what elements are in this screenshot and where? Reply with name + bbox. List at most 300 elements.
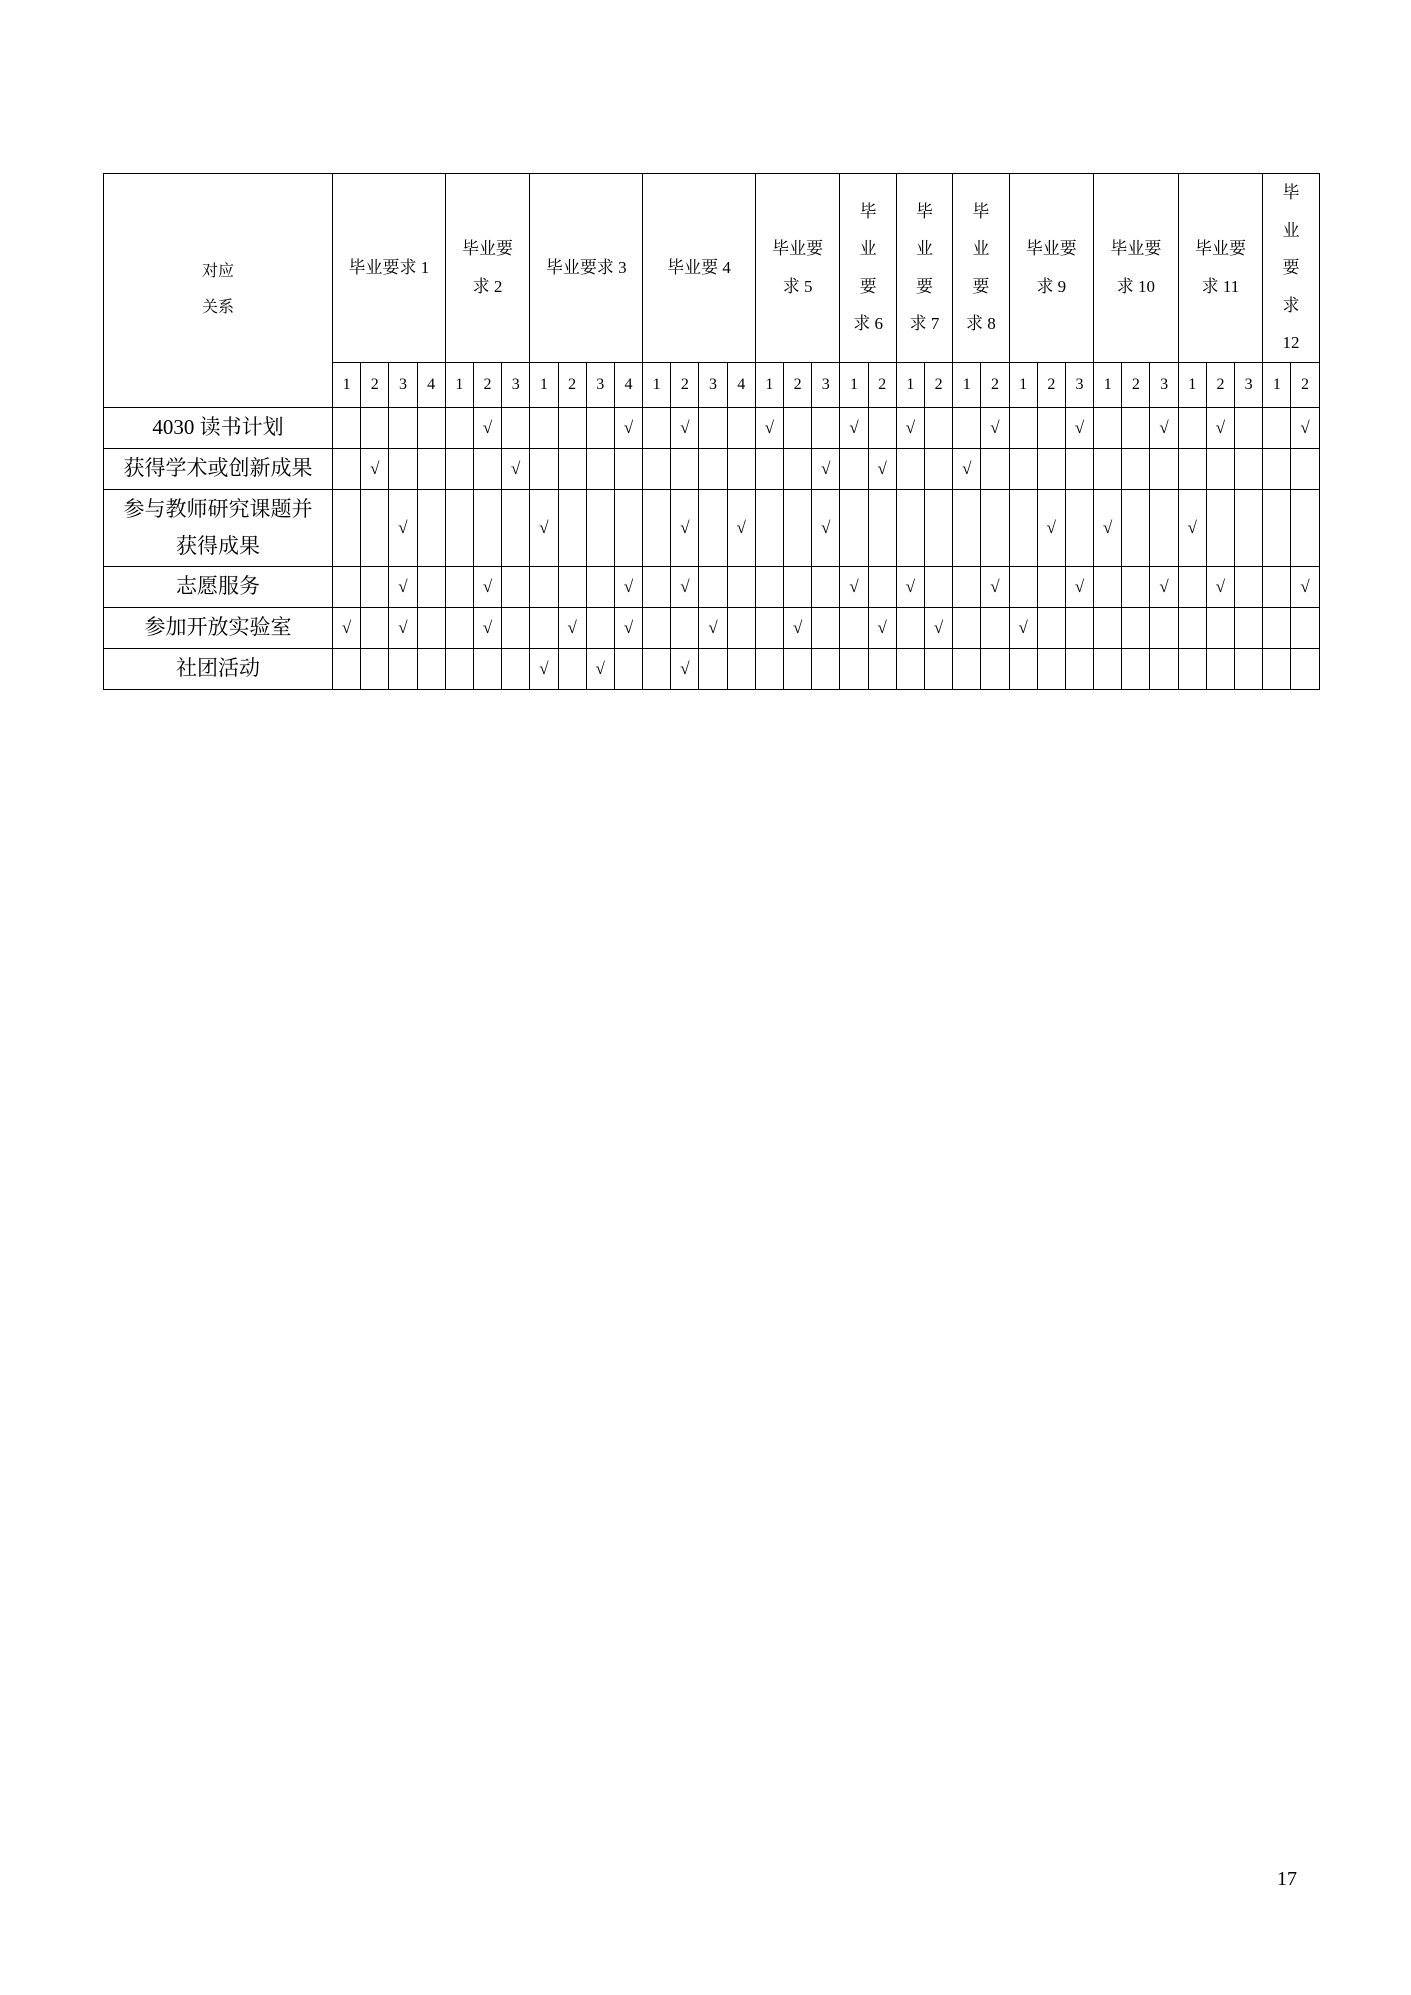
empty-cell <box>981 648 1009 689</box>
sub-requirement-number: 3 <box>586 362 614 407</box>
activity-label <box>104 448 333 489</box>
empty-cell <box>1122 566 1150 607</box>
empty-cell <box>1122 648 1150 689</box>
requirement-label-line: 毕 <box>859 201 877 221</box>
empty-cell <box>530 407 558 448</box>
sub-requirement-number: 1 <box>1178 362 1206 407</box>
sub-requirement-number: 1 <box>1263 362 1291 407</box>
empty-cell <box>1263 448 1291 489</box>
check-mark-cell: √ <box>614 566 642 607</box>
empty-cell <box>1291 648 1319 689</box>
empty-cell <box>699 407 727 448</box>
empty-cell <box>1065 448 1093 489</box>
check-mark-cell: √ <box>924 607 952 648</box>
empty-cell <box>812 607 840 648</box>
requirement-label-line: 求 8 <box>965 314 996 334</box>
check-mark-cell: √ <box>981 407 1009 448</box>
empty-cell <box>1009 489 1037 566</box>
empty-cell <box>473 489 501 566</box>
empty-cell <box>1291 607 1319 648</box>
empty-cell <box>1206 607 1234 648</box>
empty-cell <box>1094 648 1122 689</box>
sub-requirement-number: 2 <box>671 362 699 407</box>
empty-cell <box>445 566 473 607</box>
check-mark-cell: √ <box>1206 407 1234 448</box>
empty-cell <box>417 448 445 489</box>
table-row <box>104 566 1320 607</box>
sub-requirement-number: 4 <box>417 362 445 407</box>
check-mark-cell: √ <box>896 407 924 448</box>
empty-cell <box>333 648 361 689</box>
empty-cell <box>1206 489 1234 566</box>
empty-cell <box>473 648 501 689</box>
empty-cell <box>784 448 812 489</box>
empty-cell <box>755 648 783 689</box>
empty-cell <box>784 407 812 448</box>
empty-cell <box>727 566 755 607</box>
requirement-label-line: 求 2 <box>472 276 503 296</box>
empty-cell <box>755 566 783 607</box>
empty-cell <box>614 489 642 566</box>
empty-cell <box>558 489 586 566</box>
empty-cell <box>1263 407 1291 448</box>
empty-cell <box>361 607 389 648</box>
requirement-label-line: 业 <box>1282 220 1300 240</box>
requirement-label-line: 毕业要 <box>772 239 824 259</box>
activity-label <box>104 607 333 648</box>
empty-cell <box>558 648 586 689</box>
empty-cell <box>558 566 586 607</box>
empty-cell <box>896 648 924 689</box>
requirement-header <box>1009 174 1094 363</box>
sub-requirement-number: 1 <box>1094 362 1122 407</box>
check-mark-cell: √ <box>530 489 558 566</box>
empty-cell <box>643 489 671 566</box>
empty-cell <box>953 648 981 689</box>
empty-cell <box>953 566 981 607</box>
check-mark-cell: √ <box>1009 607 1037 648</box>
requirement-label-line: 毕业要 <box>462 239 514 259</box>
requirement-label-line: 要 <box>859 276 877 296</box>
empty-cell <box>840 489 868 566</box>
empty-cell <box>586 566 614 607</box>
empty-cell <box>502 566 530 607</box>
empty-cell <box>1009 448 1037 489</box>
empty-cell <box>699 648 727 689</box>
requirement-label-line: 毕业要 <box>1025 239 1077 259</box>
empty-cell <box>1263 566 1291 607</box>
empty-cell <box>445 648 473 689</box>
empty-cell <box>586 448 614 489</box>
empty-cell <box>558 448 586 489</box>
empty-cell <box>586 607 614 648</box>
requirement-header <box>953 174 1009 363</box>
activity-label-line: 志愿服务 <box>176 574 260 598</box>
empty-cell <box>1037 607 1065 648</box>
empty-cell <box>1065 607 1093 648</box>
empty-cell <box>1235 448 1263 489</box>
empty-cell <box>896 489 924 566</box>
empty-cell <box>1178 407 1206 448</box>
sub-requirement-number: 2 <box>1122 362 1150 407</box>
table-row <box>104 489 1320 566</box>
check-mark-cell: √ <box>1065 566 1093 607</box>
check-mark-cell: √ <box>868 607 896 648</box>
empty-cell <box>417 648 445 689</box>
empty-cell <box>502 407 530 448</box>
empty-cell <box>1235 607 1263 648</box>
empty-cell <box>868 566 896 607</box>
empty-cell <box>417 407 445 448</box>
corner-label-line: 关系 <box>201 299 234 317</box>
empty-cell <box>699 566 727 607</box>
empty-cell <box>445 407 473 448</box>
empty-cell <box>333 566 361 607</box>
empty-cell <box>1150 448 1178 489</box>
empty-cell <box>333 489 361 566</box>
activity-label-line: 4030 读书计划 <box>152 415 284 439</box>
empty-cell <box>1178 607 1206 648</box>
empty-cell <box>361 648 389 689</box>
requirement-label-line: 要 <box>972 276 990 296</box>
empty-cell <box>924 566 952 607</box>
empty-cell <box>417 566 445 607</box>
empty-cell <box>1065 489 1093 566</box>
requirement-label-line: 毕 <box>972 201 990 221</box>
requirement-label-line: 业 <box>972 239 990 259</box>
empty-cell <box>1094 407 1122 448</box>
requirement-label-line: 求 7 <box>909 314 940 334</box>
empty-cell <box>361 407 389 448</box>
activity-label-line: 参加开放实验室 <box>144 615 292 639</box>
check-mark-cell: √ <box>1150 407 1178 448</box>
check-mark-cell: √ <box>727 489 755 566</box>
requirement-header <box>840 174 896 363</box>
empty-cell <box>1178 648 1206 689</box>
sub-requirement-number: 2 <box>558 362 586 407</box>
empty-cell <box>1037 448 1065 489</box>
empty-cell <box>333 448 361 489</box>
sub-requirement-number: 1 <box>840 362 868 407</box>
empty-cell <box>924 648 952 689</box>
empty-cell <box>530 448 558 489</box>
sub-requirement-number: 1 <box>953 362 981 407</box>
empty-cell <box>981 489 1009 566</box>
check-mark-cell: √ <box>812 448 840 489</box>
requirement-label-line: 求 <box>1282 295 1300 315</box>
empty-cell <box>1263 489 1291 566</box>
sub-requirement-number: 3 <box>502 362 530 407</box>
empty-cell <box>1122 407 1150 448</box>
requirement-label-line: 毕业要 4 <box>667 258 731 277</box>
empty-cell <box>389 648 417 689</box>
sub-requirement-number: 2 <box>924 362 952 407</box>
empty-cell <box>1037 566 1065 607</box>
sub-requirement-number: 2 <box>981 362 1009 407</box>
sub-requirement-number: 1 <box>896 362 924 407</box>
empty-cell <box>445 607 473 648</box>
check-mark-cell: √ <box>473 566 501 607</box>
sub-requirement-number: 4 <box>727 362 755 407</box>
empty-cell <box>671 607 699 648</box>
empty-cell <box>473 448 501 489</box>
check-mark-cell: √ <box>755 407 783 448</box>
empty-cell <box>643 448 671 489</box>
sub-requirement-number: 1 <box>755 362 783 407</box>
check-mark-cell: √ <box>558 607 586 648</box>
empty-cell <box>1150 607 1178 648</box>
requirement-label-line: 12 <box>1282 333 1300 352</box>
page-number: 17 <box>1277 1868 1297 1890</box>
check-mark-cell: √ <box>1206 566 1234 607</box>
check-mark-cell: √ <box>389 489 417 566</box>
corner-label-line: 对应 <box>201 263 234 281</box>
empty-cell <box>1150 648 1178 689</box>
empty-cell <box>1291 489 1319 566</box>
empty-cell <box>953 489 981 566</box>
check-mark-cell: √ <box>671 489 699 566</box>
check-mark-cell: √ <box>530 648 558 689</box>
empty-cell <box>1178 566 1206 607</box>
sub-requirement-number: 3 <box>1065 362 1093 407</box>
requirement-label-line: 业 <box>859 239 877 259</box>
empty-cell <box>1065 648 1093 689</box>
empty-cell <box>699 448 727 489</box>
requirement-label-line: 毕业要求 1 <box>348 258 430 277</box>
check-mark-cell: √ <box>389 607 417 648</box>
check-mark-cell: √ <box>1150 566 1178 607</box>
sub-requirement-number: 3 <box>699 362 727 407</box>
corner-header <box>104 174 333 408</box>
empty-cell <box>1291 448 1319 489</box>
check-mark-cell: √ <box>1094 489 1122 566</box>
table-row <box>104 607 1320 648</box>
empty-cell <box>1235 566 1263 607</box>
check-mark-cell: √ <box>840 566 868 607</box>
empty-cell <box>699 489 727 566</box>
empty-cell <box>840 607 868 648</box>
empty-cell <box>1235 407 1263 448</box>
requirement-header <box>445 174 530 363</box>
table-body <box>104 174 1320 690</box>
requirement-label-line: 毕业要求 3 <box>545 258 627 277</box>
empty-cell <box>812 648 840 689</box>
check-mark-cell: √ <box>953 448 981 489</box>
sub-requirement-number: 1 <box>530 362 558 407</box>
empty-cell <box>614 448 642 489</box>
activity-label <box>104 648 333 689</box>
check-mark-cell: √ <box>699 607 727 648</box>
sub-requirement-number: 3 <box>812 362 840 407</box>
empty-cell <box>502 648 530 689</box>
empty-cell <box>1009 566 1037 607</box>
requirement-header <box>333 174 446 363</box>
empty-cell <box>361 489 389 566</box>
check-mark-cell: √ <box>784 607 812 648</box>
activity-label-line: 社团活动 <box>176 656 260 680</box>
empty-cell <box>530 566 558 607</box>
empty-cell <box>1206 448 1234 489</box>
empty-cell <box>1263 607 1291 648</box>
empty-cell <box>389 448 417 489</box>
check-mark-cell: √ <box>614 607 642 648</box>
sub-requirement-number: 2 <box>1291 362 1319 407</box>
empty-cell <box>1235 648 1263 689</box>
empty-cell <box>1122 607 1150 648</box>
table-row <box>104 648 1320 689</box>
empty-cell <box>953 407 981 448</box>
sub-requirement-number: 2 <box>1037 362 1065 407</box>
check-mark-cell: √ <box>981 566 1009 607</box>
check-mark-cell: √ <box>671 566 699 607</box>
empty-cell <box>502 607 530 648</box>
empty-cell <box>727 448 755 489</box>
sub-requirement-number: 1 <box>1009 362 1037 407</box>
check-mark-cell: √ <box>1178 489 1206 566</box>
empty-cell <box>755 448 783 489</box>
requirement-header <box>896 174 952 363</box>
requirement-label-line: 毕 <box>1282 183 1300 202</box>
requirement-header <box>530 174 643 363</box>
empty-cell <box>1094 607 1122 648</box>
empty-cell <box>953 607 981 648</box>
empty-cell <box>1037 407 1065 448</box>
empty-cell <box>784 566 812 607</box>
check-mark-cell: √ <box>896 566 924 607</box>
empty-cell <box>1263 648 1291 689</box>
empty-cell <box>586 407 614 448</box>
empty-cell <box>868 489 896 566</box>
empty-cell <box>643 607 671 648</box>
requirement-header <box>1178 174 1263 363</box>
table-row <box>104 448 1320 489</box>
empty-cell <box>784 489 812 566</box>
sub-requirement-number: 2 <box>473 362 501 407</box>
empty-cell <box>530 607 558 648</box>
empty-cell <box>1037 648 1065 689</box>
empty-cell <box>1094 566 1122 607</box>
empty-cell <box>1009 407 1037 448</box>
check-mark-cell: √ <box>671 407 699 448</box>
check-mark-cell: √ <box>840 407 868 448</box>
sub-requirement-number: 1 <box>643 362 671 407</box>
requirement-header-row <box>104 174 1320 363</box>
check-mark-cell: √ <box>389 566 417 607</box>
empty-cell <box>417 489 445 566</box>
check-mark-cell: √ <box>1037 489 1065 566</box>
table-row <box>104 407 1320 448</box>
check-mark-cell: √ <box>1291 566 1319 607</box>
check-mark-cell: √ <box>361 448 389 489</box>
empty-cell <box>868 407 896 448</box>
empty-cell <box>1206 648 1234 689</box>
check-mark-cell: √ <box>473 607 501 648</box>
activity-label-line: 获得学术或创新成果 <box>123 456 313 480</box>
empty-cell <box>784 648 812 689</box>
sub-requirement-number: 3 <box>389 362 417 407</box>
empty-cell <box>896 448 924 489</box>
sub-requirement-number: 2 <box>361 362 389 407</box>
empty-cell <box>924 448 952 489</box>
activity-label <box>104 566 333 607</box>
empty-cell <box>812 407 840 448</box>
empty-cell <box>1150 489 1178 566</box>
check-mark-cell: √ <box>614 407 642 448</box>
empty-cell <box>924 489 952 566</box>
requirement-label-line: 要 <box>1282 258 1300 277</box>
empty-cell <box>1178 448 1206 489</box>
requirement-label-line: 要 <box>915 276 933 296</box>
empty-cell <box>417 607 445 648</box>
requirement-label-line: 毕 <box>915 201 933 221</box>
sub-requirement-number: 3 <box>1150 362 1178 407</box>
empty-cell <box>389 407 417 448</box>
empty-cell <box>502 489 530 566</box>
empty-cell <box>812 566 840 607</box>
sub-requirement-number: 1 <box>445 362 473 407</box>
check-mark-cell: √ <box>1065 407 1093 448</box>
empty-cell <box>1122 489 1150 566</box>
sub-requirement-number: 3 <box>1235 362 1263 407</box>
check-mark-cell: √ <box>671 648 699 689</box>
requirement-label-line: 求 5 <box>782 276 813 296</box>
requirement-label-line: 求 9 <box>1036 276 1067 296</box>
empty-cell <box>1235 489 1263 566</box>
empty-cell <box>445 448 473 489</box>
empty-cell <box>981 448 1009 489</box>
sub-requirement-number: 2 <box>868 362 896 407</box>
empty-cell <box>755 607 783 648</box>
check-mark-cell: √ <box>502 448 530 489</box>
sub-requirement-number: 2 <box>784 362 812 407</box>
empty-cell <box>361 566 389 607</box>
empty-cell <box>1094 448 1122 489</box>
empty-cell <box>671 448 699 489</box>
requirement-label-line: 业 <box>915 239 933 259</box>
check-mark-cell: √ <box>1291 407 1319 448</box>
activity-label-line: 参与教师研究课题并 <box>123 496 313 521</box>
activity-label <box>104 489 333 566</box>
empty-cell <box>1122 448 1150 489</box>
empty-cell <box>333 407 361 448</box>
check-mark-cell: √ <box>812 489 840 566</box>
requirement-label-line: 求 11 <box>1201 276 1240 296</box>
empty-cell <box>755 489 783 566</box>
empty-cell <box>981 607 1009 648</box>
empty-cell <box>643 566 671 607</box>
sub-requirement-number: 1 <box>333 362 361 407</box>
empty-cell <box>558 407 586 448</box>
empty-cell <box>727 407 755 448</box>
requirement-label-line: 求 6 <box>853 314 883 334</box>
check-mark-cell: √ <box>473 407 501 448</box>
empty-cell <box>643 407 671 448</box>
empty-cell <box>1009 648 1037 689</box>
check-mark-cell: √ <box>586 648 614 689</box>
requirement-header <box>755 174 840 363</box>
activity-label-line: 获得成果 <box>176 533 260 558</box>
mapping-table <box>103 173 1320 690</box>
empty-cell <box>924 407 952 448</box>
empty-cell <box>868 648 896 689</box>
requirement-header <box>643 174 756 363</box>
empty-cell <box>643 648 671 689</box>
requirement-label-line: 毕业要 <box>1194 239 1246 259</box>
check-mark-cell: √ <box>868 448 896 489</box>
sub-requirement-number: 4 <box>614 362 642 407</box>
empty-cell <box>727 607 755 648</box>
empty-cell <box>586 489 614 566</box>
